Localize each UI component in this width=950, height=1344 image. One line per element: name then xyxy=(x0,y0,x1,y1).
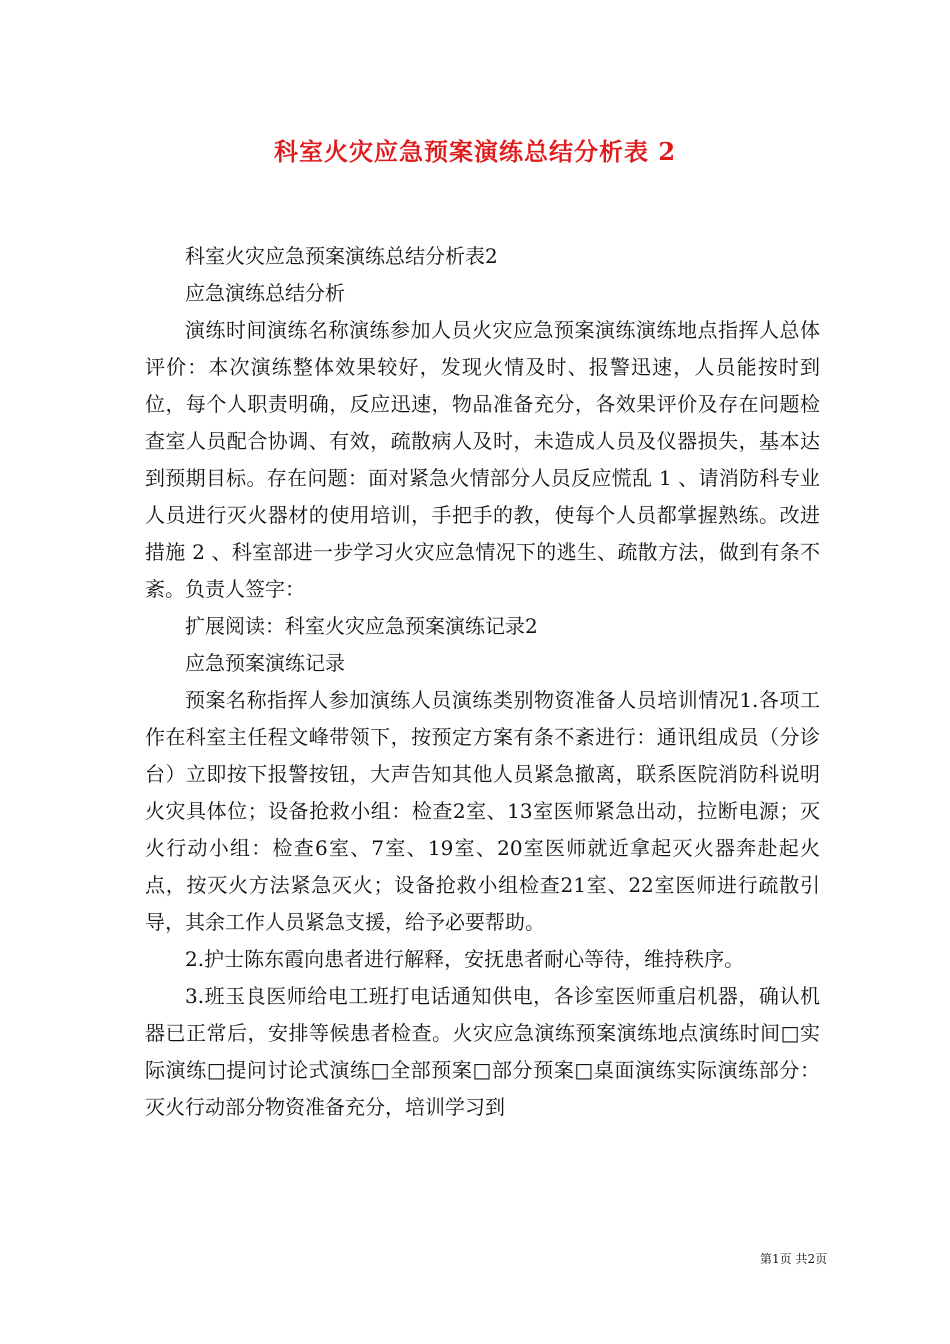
paragraph-extended-reading: 扩展阅读：科室火灾应急预案演练记录2 xyxy=(185,614,538,638)
paragraph-section-heading: 应急演练总结分析 xyxy=(185,281,345,305)
paragraph-record-details: 预案名称指挥人参加演练人员演练类别物资准备人员培训情况1.各项工作在科室主任程文峰带领下，按预定方案有条不紊进行：通讯组成员（分诊台）立即按下报警按钮，大声告知其他人员紧急撤离，联系医院消防科说明火灾具体位；设备抢救小组：检查2室、13室医师紧急出动，拉断电源；灭火行动小组：检查6室、7室、19室、20室医师就近拿起灭火器奔赴起火点，按灭火方法紧急灭火；设备抢救小组检查21室、22室医师进行疏散引导，其余工作人员紧急支援，给予必要帮助。 xyxy=(145,688,820,934)
document-body xyxy=(145,238,820,1126)
document-title: 科室火灾应急预案演练总结分析表 2 xyxy=(273,137,677,166)
paragraph-item-2: 2.护士陈东霞向患者进行解释，安抚患者耐心等待，维持秩序。 xyxy=(185,947,745,971)
paragraph-summary: 演练时间演练名称演练参加人员火灾应急预案演练演练地点指挥人总体评价：本次演练整体效果较好，发现火情及时、报警迅速，人员能按时到位，每个人职责明确，反应迅速，物品准备充分，各效果评价及存在问题检查室人员配合协调、有效，疏散病人及时，未造成人员及仪器损失，基本达到预期目标。存在问题：面对紧急火情部分人员反应慌乱 1 、请消防科专业人员进行灭火器材的使用培训，手把手的教，使每个人员都掌握熟练。改进措施 2 、科室部进一步学习火灾应急情况下的逃生、疏散方法，做到有条不紊。负责人签字： xyxy=(145,318,820,601)
paragraph-subtitle: 科室火灾应急预案演练总结分析表2 xyxy=(185,244,498,268)
paragraph-record-heading: 应急预案演练记录 xyxy=(185,651,345,675)
paragraph-item-3: 3.班玉良医师给电工班打电话通知供电，各诊室医师重启机器，确认机器已正常后，安排等候患者检查。火灾应急演练预案演练地点演练时间□实际演练□提问讨论式演练□全部预案□部分预案□桌面演练实际演练部分：灭火行动部分物资准备充分，培训学习到 xyxy=(145,984,820,1119)
page-number: 第1页 共2页 xyxy=(760,1252,828,1266)
